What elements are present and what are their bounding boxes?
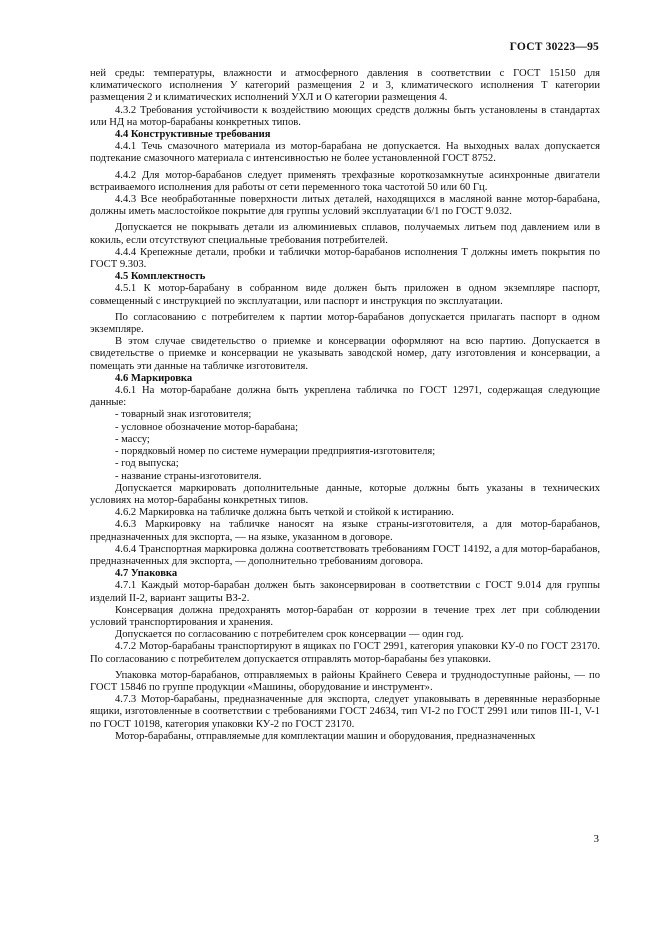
paragraph-4-6-4: 4.6.4 Транспортная маркировка должна соответствовать требованиям ГОСТ 14192, а для мотор-барабанов, предназначенных для экспорта, — дополнительно требованиям договора. [90, 543, 600, 567]
list-item: - товарный знак изготовителя; [115, 409, 252, 421]
section-heading-4-7: 4.7 Упаковка [115, 568, 178, 580]
list-item: - год выпуска; [115, 458, 179, 470]
paragraph-4-6-2: 4.6.2 Маркировка на табличке должна быть четкой и стойкой к истиранию. [115, 507, 454, 519]
list-item: - условное обозначение мотор-барабана; [115, 421, 299, 433]
paragraph-4-6-1-note: Допускается маркировать дополнительные данные, которые должны быть указаны в технических условиях на мотор-барабаны конкретных типов. [90, 482, 600, 506]
paragraph-4-4-1: 4.4.1 Течь смазочного материала из мотор-барабана не допускается. На выходных валах допускается подтекание смазочного материала с интенсивностью не более установленной ГОСТ 8752. [90, 141, 600, 165]
paragraph-4-5-1-certificate: В этом случае свидетельство о приемке и консервации оформляют на всю партию. Допускается в свидетельстве о приемке и консервации не указывать заводской номер, дату изготовления и консервации, а помещать эти данные на табличке изготовителя. [90, 336, 600, 372]
list-item: - массу; [115, 433, 150, 445]
paragraph-4-4-2: 4.4.2 Для мотор-барабанов следует применять трехфазные короткозамкнутые асинхронные двигатели встраиваемого исполнения для работы от сети переменного тока частотой 50 или 60 Гц. [90, 169, 600, 193]
document-body [90, 68, 600, 743]
document-code-header: ГОСТ 30223—95 [509, 41, 599, 53]
paragraph-4-7-2-north: Упаковка мотор-барабанов, отправляемых в районы Крайнего Севера и труднодоступные районы, — по ГОСТ 15846 по группе продукции «Машины, оборудование и инструмент». [90, 669, 600, 693]
paragraph-4-7-1-conservation: Консервация должна предохранять мотор-барабан от коррозии в течение трех лет при соблюдении условий транспортирования и хранения. [90, 604, 600, 628]
paragraph-4-6-3: 4.6.3 Маркировку на табличке наносят на языке страны-изготовителя, а для мотор-барабанов, предназначенных для экспорта, — на языке, указанном в договоре. [90, 519, 600, 543]
paragraph-4-5-1-note: По согласованию с потребителем к партии мотор-барабанов допускается прилагать паспорт в одном экземпляре. [90, 311, 600, 336]
list-item: - название страны-изготовителя. [115, 470, 262, 482]
paragraph-4-7-3-continued: Мотор-барабаны, отправляемые для комплектации машин и оборудования, предназначенных [115, 730, 536, 742]
paragraph-4-3-2: 4.3.2 Требования устойчивости к воздействию моющих средств должны быть установлены в стандартах или НД на мотор-барабаны конкретных типов. [90, 104, 600, 128]
section-heading-4-4: 4.4 Конструктивные требования [115, 129, 271, 141]
section-heading-4-6: 4.6 Маркировка [115, 372, 193, 384]
paragraph-4-4-3-note: Допускается не покрывать детали из алюминиевых сплавов, получаемых литьем под давлением или в кокиль, если отсутствуют специальные требования потребителей. [90, 222, 600, 246]
paragraph-4-5-1: 4.5.1 К мотор-барабану в собранном виде должен быть приложен в одном экземпляре паспорт, совмещенный с инструкцией по эксплуатации, или паспорт и инструкция по эксплуатации. [90, 283, 600, 307]
paragraph-4-7-2: 4.7.2 Мотор-барабаны транспортируют в ящиках по ГОСТ 2991, категория упаковки КУ-0 по ГОСТ 23170. По согласованию с потребителем допускается отправлять мотор-барабаны без упаковки. [90, 641, 600, 665]
page-number: 3 [593, 833, 599, 845]
paragraph-4-6-1: 4.6.1 На мотор-барабане должна быть укреплена табличка по ГОСТ 12971, содержащая следующие данные: [90, 385, 600, 409]
paragraph-4-7-3: 4.7.3 Мотор-барабаны, предназначенные для экспорта, следует упаковывать в деревянные неразборные ящики, изготовленные в соответствии с требованиями ГОСТ 24634, тип VI-2 по ГОСТ 2991 или типов III-1, V-1 по ГОСТ 10198, категория упаковки КУ-2 по ГОСТ 23170. [90, 694, 600, 730]
paragraph-continuation: ней среды: температуры, влажности и атмосферного давления в соответствии с ГОСТ 15150 для климатического исполнения У категорий размещения 2 и 3, климатического исполнения Т категории размещения 2 и климатических исполнений УХЛ и О категории размещения 4. [90, 68, 600, 104]
list-item: - порядковый номер по системе нумерации предприятия-изготовителя; [115, 446, 436, 458]
paragraph-4-4-4: 4.4.4 Крепежные детали, пробки и таблички мотор-барабанов исполнения Т должны иметь покрытия по ГОСТ 9.303. [90, 246, 600, 271]
paragraph-4-7-1-term: Допускается по согласованию с потребителем срок консервации — один год. [115, 629, 464, 641]
section-heading-4-5: 4.5 Комплектность [115, 271, 206, 283]
paragraph-4-4-3: 4.4.3 Все необработанные поверхности литых деталей, находящихся в масляной ванне мотор-барабана, должны иметь маслостойкое покрытие для группы условий эксплуатации 6/1 по ГОСТ 9.032. [90, 194, 600, 218]
paragraph-4-7-1: 4.7.1 Каждый мотор-барабан должен быть законсервирован в соответствии с ГОСТ 9.014 для группы изделий II-2, вариант защиты ВЗ-2. [90, 580, 600, 604]
